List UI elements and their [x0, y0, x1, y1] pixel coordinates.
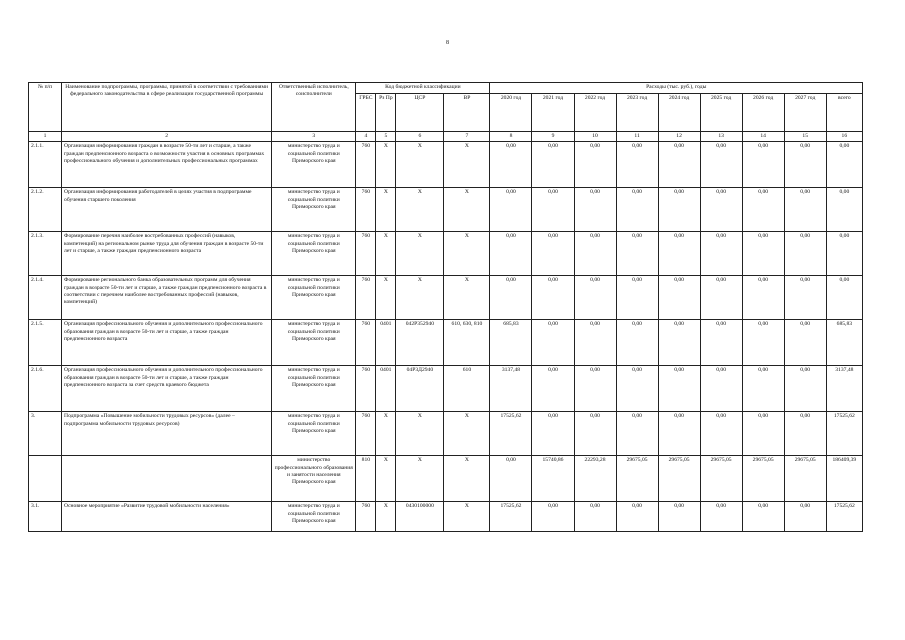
row-vr: X [444, 232, 490, 276]
row-value: 0,00 [574, 142, 616, 188]
column-index: 16 [826, 132, 862, 142]
row-value: 0,00 [784, 232, 826, 276]
table-row [29, 276, 863, 320]
row-grbs: 760 [356, 366, 376, 412]
row-value: 17525,62 [490, 502, 532, 532]
row-csr: X [396, 232, 444, 276]
header-sub: 2021 год [532, 94, 574, 132]
row-value: 0,00 [574, 188, 616, 232]
row-value: 0,00 [742, 276, 784, 320]
row-rzpr: 0401 [376, 320, 396, 366]
row-grbs: 760 [356, 232, 376, 276]
row-csr: X [396, 456, 444, 502]
row-num [29, 456, 62, 502]
column-index: 11 [616, 132, 658, 142]
row-rzpr: X [376, 502, 396, 532]
header-sub: ГРБС [356, 94, 376, 132]
row-name: Основное мероприятие «Развитие трудовой мобильности населения» [62, 502, 272, 532]
row-vr: X [444, 188, 490, 232]
column-index: 3 [272, 132, 356, 142]
row-name: Организация профессионального обучения и дополнительного профессионального образования граждан в возрасте 50-ти лет и старше, а также граждан предпенсионного возраста [62, 320, 272, 366]
row-value: 0,00 [700, 276, 742, 320]
row-value: 0,00 [658, 276, 700, 320]
row-vr: X [444, 412, 490, 456]
column-index-row [29, 132, 863, 142]
row-vr: X [444, 276, 490, 320]
row-value: 0,00 [700, 320, 742, 366]
row-rzpr: X [376, 188, 396, 232]
column-index: 14 [742, 132, 784, 142]
row-value: 3137,48 [490, 366, 532, 412]
row-executor: министерство труда и социальной политики Приморского края [272, 232, 356, 276]
row-value: 0,00 [742, 142, 784, 188]
column-index: 13 [700, 132, 742, 142]
row-value: 0,00 [826, 276, 862, 320]
row-value: 0,00 [616, 412, 658, 456]
table-row [29, 456, 863, 502]
table-row [29, 320, 863, 366]
budget-table [28, 82, 863, 532]
row-value: 0,00 [700, 232, 742, 276]
header-sub: 2025 год [700, 94, 742, 132]
row-value: 0,00 [742, 188, 784, 232]
header-sub: 2022 год [574, 94, 616, 132]
row-name: Формирование регионального банка образовательных программ для обучения граждан в возрасте 50-ти лет и старше, а также граждан предпенсионного возраста в соответствии с перечнем наиболее востребованных профессий (навыков, компетенций) [62, 276, 272, 320]
row-value: 0,00 [574, 366, 616, 412]
table-row [29, 412, 863, 456]
row-name [62, 456, 272, 502]
header-sub: 2027 год [784, 94, 826, 132]
column-index: 1 [29, 132, 62, 142]
row-vr: X [444, 456, 490, 502]
row-csr: 0430100000 [396, 502, 444, 532]
table-row [29, 188, 863, 232]
row-executor: министерство труда и социальной политики Приморского края [272, 366, 356, 412]
row-executor: министерство труда и социальной политики Приморского края [272, 502, 356, 532]
row-value: 0,00 [532, 320, 574, 366]
row-value: 0,00 [490, 232, 532, 276]
row-grbs: 760 [356, 502, 376, 532]
row-num: 3.1. [29, 502, 62, 532]
row-value: 0,00 [784, 412, 826, 456]
row-value: 685,83 [490, 320, 532, 366]
row-value: 0,00 [532, 366, 574, 412]
row-value: 0,00 [700, 142, 742, 188]
row-value: 0,00 [700, 366, 742, 412]
row-executor: министерство труда и социальной политики Приморского края [272, 188, 356, 232]
column-index: 9 [532, 132, 574, 142]
row-executor: министерство профессионального образования и занятости населения Приморского края [272, 456, 356, 502]
row-value: 29675,05 [616, 456, 658, 502]
row-value: 0,00 [784, 320, 826, 366]
row-vr: 610, 630, 810 [444, 320, 490, 366]
row-value: 0,00 [532, 232, 574, 276]
row-value: 0,00 [784, 366, 826, 412]
row-value: 0,00 [742, 232, 784, 276]
row-value: 0,00 [658, 232, 700, 276]
column-index: 12 [658, 132, 700, 142]
row-value: 29675,05 [742, 456, 784, 502]
row-executor: министерство труда и социальной политики Приморского края [272, 320, 356, 366]
row-executor: министерство труда и социальной политики Приморского края [272, 276, 356, 320]
header-sub: 2024 год [658, 94, 700, 132]
row-grbs: 760 [356, 276, 376, 320]
header-executor: Ответственный исполнитель, соисполнители [272, 83, 356, 132]
row-vr: X [444, 142, 490, 188]
header-sub: ВР [444, 94, 490, 132]
row-value: 0,00 [616, 188, 658, 232]
row-value: 0,00 [742, 366, 784, 412]
column-index: 5 [376, 132, 396, 142]
row-grbs: 760 [356, 320, 376, 366]
row-name: Организация профессионального обучения и дополнительного профессионального образования граждан в возрасте 50-ти лет и старше, а также граждан предпенсионного возраста за счет средств краевого бюджета [62, 366, 272, 412]
row-value: 0,00 [574, 412, 616, 456]
row-value: 0,00 [616, 232, 658, 276]
row-csr: X [396, 412, 444, 456]
row-value: 0,00 [532, 276, 574, 320]
row-value: 0,00 [658, 320, 700, 366]
table-row [29, 232, 863, 276]
header-expenses: Расходы (тыс. руб.), годы [490, 83, 863, 94]
column-index: 8 [490, 132, 532, 142]
row-value: 0,00 [784, 188, 826, 232]
row-value: 0,00 [658, 142, 700, 188]
row-value: 17525,62 [826, 412, 862, 456]
row-num: 3. [29, 412, 62, 456]
row-num: 2.1.3. [29, 232, 62, 276]
row-value: 0,00 [658, 366, 700, 412]
row-csr: 042P352940 [396, 320, 444, 366]
row-value: 0,00 [574, 276, 616, 320]
row-rzpr: 0401 [376, 366, 396, 412]
row-value: 0,00 [784, 502, 826, 532]
row-executor: министерство труда и социальной политики Приморского края [272, 412, 356, 456]
header-sub: всего [826, 94, 862, 132]
row-value: 0,00 [490, 456, 532, 502]
row-value: 0,00 [700, 188, 742, 232]
row-value: 0,00 [616, 366, 658, 412]
row-name: Подпрограмма «Повышение мобильности трудовых ресурсов» (далее – подпрограмма мобильности трудовых ресурсов) [62, 412, 272, 456]
row-rzpr: X [376, 412, 396, 456]
row-vr: X [444, 502, 490, 532]
header-budget-code: Код бюджетной классификации [356, 83, 490, 94]
row-name: Организация информирования граждан в возрасте 50-ти лет и старше, а также граждан предпенсионного возраста о возможности участия в основных программах профессионального обучения и дополнительных профессиональных программах [62, 142, 272, 188]
row-value: 0,00 [532, 502, 574, 532]
row-rzpr: X [376, 456, 396, 502]
row-value: 0,00 [574, 502, 616, 532]
row-value: 0,00 [658, 188, 700, 232]
row-value: 0,00 [700, 412, 742, 456]
column-index: 6 [396, 132, 444, 142]
row-value: 15740,86 [532, 456, 574, 502]
header-sub: Рз Пр [376, 94, 396, 132]
row-value: 0,00 [700, 502, 742, 532]
row-grbs: 760 [356, 142, 376, 188]
row-executor: министерство труда и социальной политики Приморского края [272, 142, 356, 188]
row-csr: X [396, 188, 444, 232]
row-csr: 04Р3Д2940 [396, 366, 444, 412]
header-sub: 2023 год [616, 94, 658, 132]
row-value: 3137,48 [826, 366, 862, 412]
column-index: 7 [444, 132, 490, 142]
column-index: 10 [574, 132, 616, 142]
row-value: 685,83 [826, 320, 862, 366]
row-num: 2.1.6. [29, 366, 62, 412]
row-value: 0,00 [742, 320, 784, 366]
row-num: 2.1.1. [29, 142, 62, 188]
row-value: 0,00 [616, 142, 658, 188]
row-value: 186409,39 [826, 456, 862, 502]
row-value: 0,00 [490, 142, 532, 188]
row-num: 2.1.4. [29, 276, 62, 320]
row-value: 0,00 [490, 276, 532, 320]
row-name: Организация информирования работодателей в целях участия в подпрограмме обучения старшего поколения [62, 188, 272, 232]
column-index: 15 [784, 132, 826, 142]
row-csr: X [396, 142, 444, 188]
row-value: 0,00 [742, 502, 784, 532]
table-row [29, 142, 863, 188]
header-num: № п/п [29, 83, 62, 132]
table-row [29, 502, 863, 532]
row-value: 22293,28 [574, 456, 616, 502]
row-value: 29675,05 [658, 456, 700, 502]
row-value: 0,00 [826, 142, 862, 188]
row-num: 2.1.2. [29, 188, 62, 232]
row-value: 0,00 [490, 188, 532, 232]
row-rzpr: X [376, 232, 396, 276]
row-value: 0,00 [532, 142, 574, 188]
row-value: 0,00 [784, 276, 826, 320]
row-value: 0,00 [532, 188, 574, 232]
row-grbs: 810 [356, 456, 376, 502]
row-value: 0,00 [532, 412, 574, 456]
row-rzpr: X [376, 142, 396, 188]
row-value: 29675,05 [784, 456, 826, 502]
row-value: 0,00 [574, 232, 616, 276]
row-value: 0,00 [616, 276, 658, 320]
column-index: 4 [356, 132, 376, 142]
row-value: 0,00 [616, 502, 658, 532]
row-name: Формирование перечня наиболее востребованных профессий (навыков, компетенций) на региональном рынке труда для обучения граждан в возрасте 50-ти лет и старше, а также граждан предпенсионного возраста [62, 232, 272, 276]
row-csr: X [396, 276, 444, 320]
row-value: 0,00 [826, 188, 862, 232]
header-sub: 2026 год [742, 94, 784, 132]
row-value: 17525,62 [490, 412, 532, 456]
row-vr: 610 [444, 366, 490, 412]
row-grbs: 760 [356, 188, 376, 232]
header-name: Наименование подпрограммы, программы, принятой в соответствии с требованиями федерального законодательства в сфере реализации государственной программы [62, 83, 272, 132]
table-row [29, 366, 863, 412]
row-value: 0,00 [742, 412, 784, 456]
row-value: 17525,62 [826, 502, 862, 532]
row-value: 29675,05 [700, 456, 742, 502]
row-value: 0,00 [616, 320, 658, 366]
row-value: 0,00 [658, 502, 700, 532]
column-index: 2 [62, 132, 272, 142]
row-value: 0,00 [826, 232, 862, 276]
header-sub: ЦСР [396, 94, 444, 132]
row-value: 0,00 [574, 320, 616, 366]
row-num: 2.1.5. [29, 320, 62, 366]
header-sub: 2020 год [490, 94, 532, 132]
row-value: 0,00 [658, 412, 700, 456]
page-number: 8 [446, 40, 449, 46]
row-value: 0,00 [784, 142, 826, 188]
row-rzpr: X [376, 276, 396, 320]
row-grbs: 760 [356, 412, 376, 456]
